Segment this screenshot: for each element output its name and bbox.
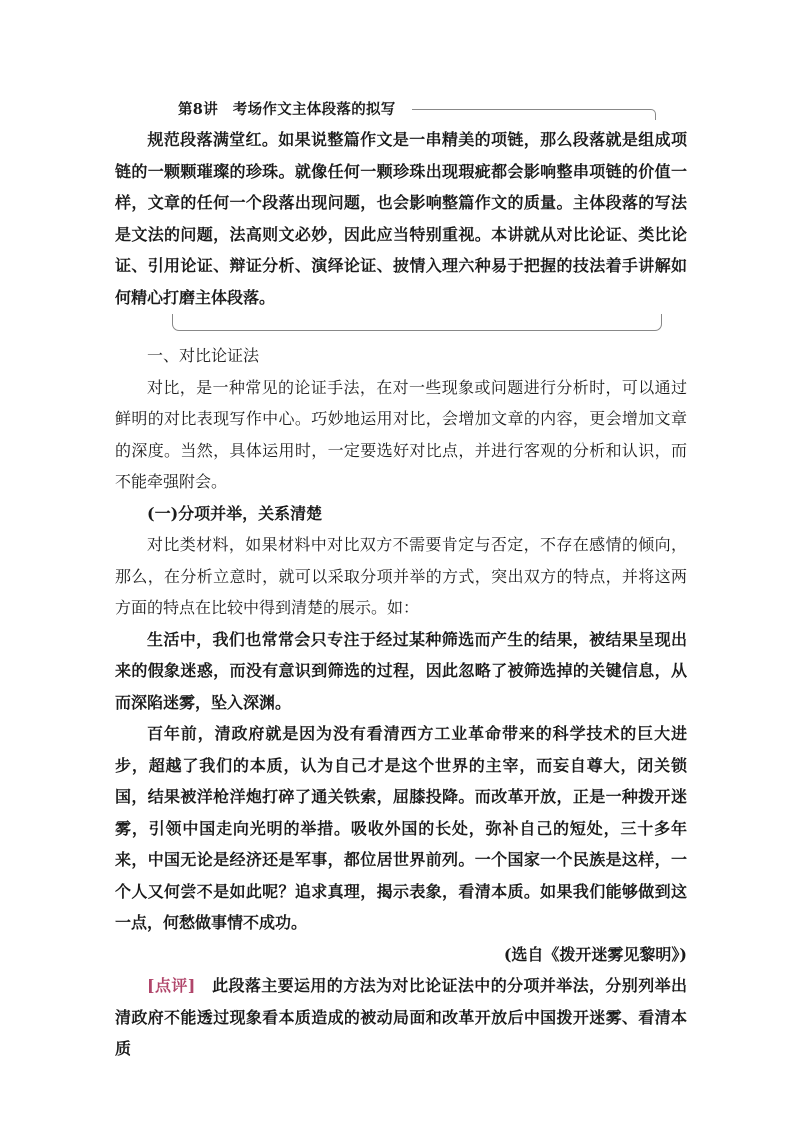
example-source: (选自《拨开迷雾见黎明》) (503, 944, 687, 964)
intro-paragraph (115, 124, 687, 313)
section-heading: 一、对比论证法 (147, 346, 260, 365)
lecture-title: 第8讲 考场作文主体段落的拟写 (178, 101, 396, 118)
lecture-header (172, 94, 660, 120)
method-paragraph: 对比类材料，如果材料中对比双方不需要肯定与否定，不存在感情的倾向，那么，在分析立意时，就可以采取分项并举的方式，突出双方的特点，并将这两方面的特点在比较中得到清楚的展示。如： (115, 535, 687, 617)
comment-text: 此段落主要运用的方法为对比论证法中的分项并举法，分别列举出清政府不能透过现象看本质造成的被动局面和改革开放后中国拨开迷雾、看清本质 (115, 976, 687, 1058)
header-corner (649, 109, 656, 120)
example-paragraph-1: 生活中，我们也常常会只专注于经过某种筛选而产生的结果，被结果呈现出来的假象迷惑，而没有意识到筛选的过程，因此忽略了被筛选掉的关键信息，从而深陷迷雾，坠入深渊。 (115, 629, 687, 712)
example-paragraph-2: 百年前，清政府就是因为没有看清西方工业革命带来的科学技术的巨大进步，超越了我们的本质，认为自己才是这个世界的主宰，而妄自尊大，闭关锁国，结果被洋枪洋炮打碎了通关铁索，屈膝投降。而改革开放，正是一种拨开迷雾，引领中国走向光明的举措。吸收外国的长处，弥补自己的短处，三十多年来，中国无论是经济还是军事，都位居世界前列。一个国家一个民族是这样，一个人又何尝不是如此呢？追求真理，揭示表象，看清本质。如果我们能够做到这一点，何愁做事情不成功。 (115, 724, 687, 932)
subsection-heading: (一)分项并举，关系清楚 (147, 503, 323, 523)
intro-frame-bottom (172, 314, 662, 331)
section-contrast-argument (115, 340, 687, 1065)
header-rule (412, 109, 650, 110)
comment-tag: [点评] (147, 976, 196, 995)
comment-paragraph (115, 970, 687, 1065)
definition-paragraph: 对比，是一种常见的论证手法，在对一些现象或问题进行分析时，可以通过鲜明的对比表现写作中心。巧妙地运用对比，会增加文章的内容，更会增加文章的深度。当然，具体运用时，一定要选好对比点，并进行客观的分析和认识，而不能牵强附会。 (115, 377, 687, 491)
intro-text: 规范段落满堂红。如果说整篇作文是一串精美的项链，那么段落就是组成项链的一颗颗璀璨的珍珠。就像任何一颗珍珠出现瑕疵都会影响整串项链的价值一样，文章的任何一个段落出现问题，也会影响整篇作文的质量。主体段落的写法是文法的问题，法高则文必妙，因此应当特别重视。本讲就从对比论证、类比论证、引用论证、辩证分析、演绎论证、披情入理六种易于把握的技法着手讲解如何精心打磨主体段落。 (115, 130, 687, 307)
